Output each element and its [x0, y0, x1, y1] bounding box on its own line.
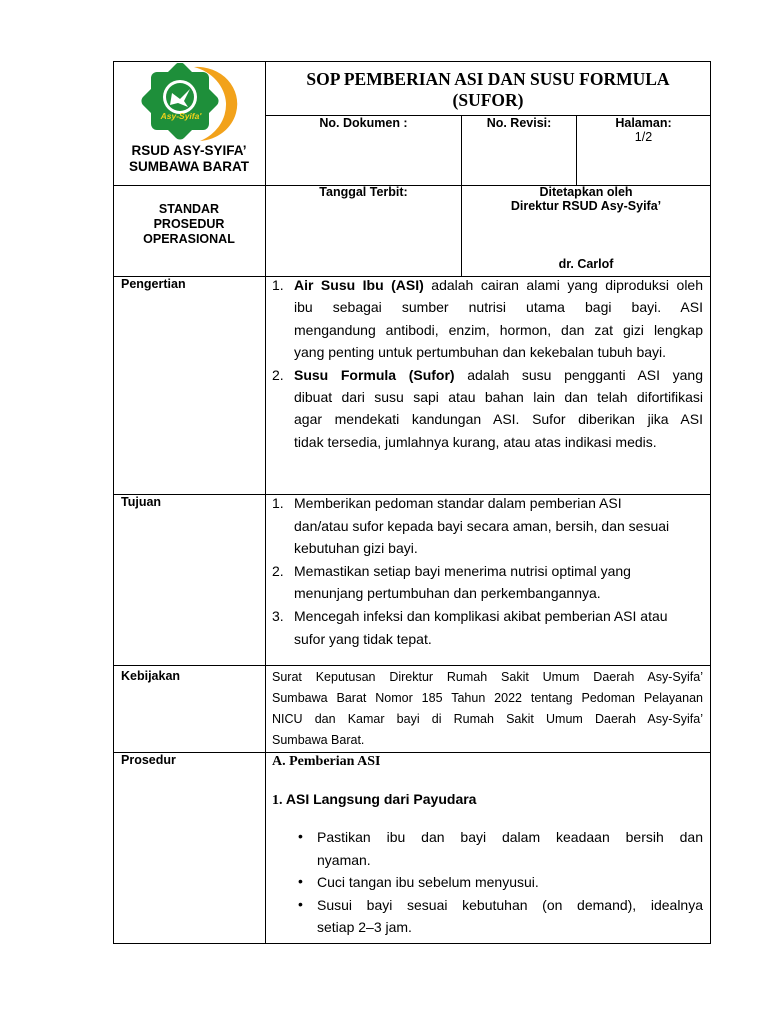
prosedur-label: Prosedur [121, 753, 176, 767]
item-text-line: sufor yang tidak tepat. [294, 630, 432, 647]
item-text-line: tidak tersedia, jumlahnya kurang, atau atas indikasi medis. [294, 433, 657, 450]
signatory-name: dr. Carlof [558, 257, 614, 271]
kebijakan-line: NICU dan Kamar bayi di Rumah Sakit Umum Daerah Asy-Syifa’ [272, 712, 703, 726]
item-text-line: kebutuhan gizi bayi. [294, 540, 418, 557]
logo-text: Asy-Syifa' [160, 111, 202, 121]
tanggal-terbit-label: Tanggal Terbit: [319, 185, 408, 199]
bullet-text-line: Pastikan ibu dan bayi dalam keadaan bersih dan [317, 829, 703, 845]
bullet-icon: • [298, 895, 303, 912]
bullet-item [266, 894, 703, 939]
sop-label-line2: PROSEDUR [153, 217, 225, 231]
item-text-line: Memastikan setiap bayi menerima nutrisi optimal yang [294, 562, 631, 579]
document-title-line1: SOP PEMBERIAN ASI DAN SUSU FORMULA [306, 69, 670, 89]
no-revisi-label: No. Revisi: [486, 116, 552, 130]
sop-label-line1: STANDAR [158, 202, 220, 216]
bullet-item [266, 826, 703, 871]
item-text-line: menunjang pertumbuhan dan perkembangannya. [294, 585, 601, 602]
prosedur-bullet-list [266, 826, 703, 939]
document-title-line2: (SUFOR) [452, 90, 524, 110]
prosedur-subsection-title [272, 791, 476, 809]
bullet-item [266, 871, 703, 894]
bullet-icon: • [298, 828, 303, 844]
tujuan-list [266, 492, 703, 650]
item-text-line: ibu sebagai sumber nutrisi utama bagi bayi. ASI [294, 299, 703, 316]
item-number: 1. [272, 277, 284, 293]
item-text-line: agar mendekati kandungan ASI. Sufor diberikan jika ASI [294, 411, 703, 428]
prosedur-section-title: A. Pemberian ASI [272, 754, 381, 769]
item-number: 3. [272, 607, 284, 624]
item-text-line: Mencegah infeksi dan komplikasi akibat pemberian ASI atau [294, 607, 668, 624]
kebijakan-text [272, 667, 703, 751]
bullet-text-line: Susui bayi sesuai kebutuhan (on demand), idealnya [317, 896, 703, 913]
halaman-label: Halaman: [615, 116, 672, 130]
item-text-first: adalah cairan alami yang diproduksi oleh [423, 277, 703, 293]
halaman-value: 1/2 [634, 130, 653, 144]
kebijakan-line: Surat Keputusan Direktur Rumah Sakit Umum Daerah Asy-Syifa’ [272, 670, 703, 684]
tujuan-item [266, 560, 703, 605]
kebijakan-line: Sumbawa Barat Nomor 185 Tahun 2022 tentang Pedoman Pelayanan [272, 691, 703, 705]
tujuan-item [266, 605, 703, 650]
ditetapkan-line1: Ditetapkan oleh [539, 185, 633, 199]
item-number: 2. [272, 562, 284, 579]
kebijakan-label: Kebijakan [121, 669, 181, 683]
subsection-text: ASI Langsung dari Payudara [282, 791, 477, 807]
item-text-line: mengandung antibodi, enzim, hormon, dan zat gizi lengkap [294, 321, 703, 338]
pengertian-item [266, 274, 703, 364]
term-sufor: Susu Formula (Sufor) [294, 366, 455, 383]
hospital-logo [136, 63, 246, 143]
item-text-line: Memberikan pedoman standar dalam pemberian ASI [294, 495, 622, 511]
item-number: 2. [272, 366, 284, 383]
tujuan-label: Tujuan [121, 495, 162, 509]
item-text-line: dibuat dari susu sapi atau bahan lain dan telah difortifikasi [294, 389, 703, 406]
bullet-text-line: Cuci tangan ibu sebelum menyusui. [317, 874, 539, 891]
subsection-number: 1. [272, 793, 283, 808]
item-text-first: adalah susu pengganti ASI yang [454, 366, 703, 383]
hospital-name-line2: SUMBAWA BARAT [129, 159, 249, 174]
item-text-line: dan/atau sufor kepada bayi secara aman, bersih, dan sesuai [294, 517, 670, 534]
hospital-name-line1: RSUD ASY-SYIFA’ [131, 143, 247, 158]
pengertian-item [266, 364, 703, 454]
kebijakan-line: Sumbawa Barat. [272, 733, 365, 747]
bullet-text-line: setiap 2–3 jam. [317, 919, 412, 936]
pengertian-label: Pengertian [121, 277, 186, 291]
bullet-text-line: nyaman. [317, 851, 371, 868]
item-number: 1. [272, 495, 284, 511]
pengertian-list [266, 274, 703, 453]
ditetapkan-line2: Direktur RSUD Asy-Syifa’ [510, 199, 662, 213]
tujuan-item [266, 492, 703, 560]
bullet-icon: • [298, 873, 303, 890]
item-text-line: yang penting untuk pertumbuhan dan kekebalan tubuh bayi. [294, 344, 667, 361]
term-asi: Air Susu Ibu (ASI) [294, 277, 424, 293]
no-dokumen-label: No. Dokumen : [319, 116, 408, 130]
sop-label-line3: OPERASIONAL [143, 232, 235, 246]
